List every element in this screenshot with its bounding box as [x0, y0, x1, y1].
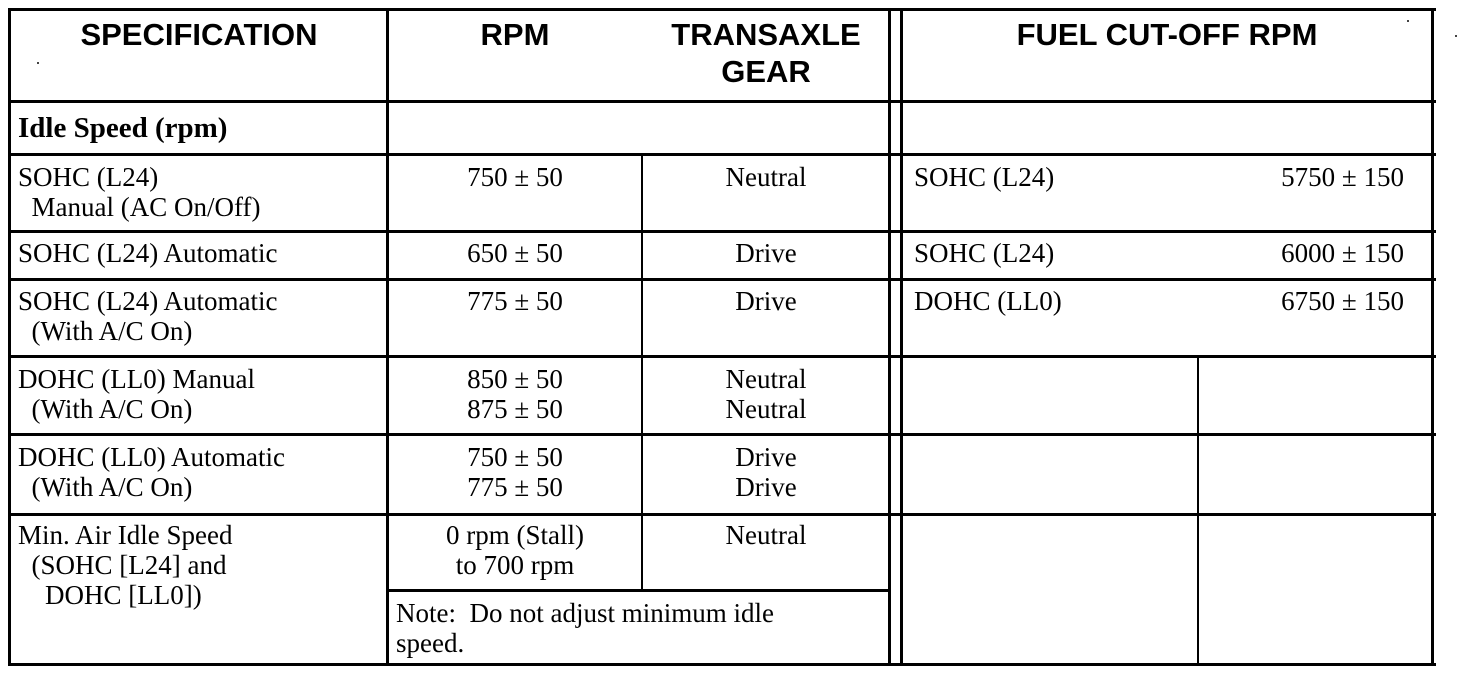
row2-rpm: 650 ± 50	[467, 238, 563, 268]
row4-spec-line2: (With A/C On)	[18, 394, 193, 424]
row1-gear: Neutral	[725, 162, 807, 192]
row4-rpm-line1: 850 ± 50	[467, 364, 563, 394]
row6-spec-line1: Min. Air Idle Speed	[18, 520, 233, 550]
table-top-border	[8, 8, 1436, 11]
row1-spec-line1: SOHC (L24)	[18, 162, 159, 192]
row1-spec-line2: Manual (AC On/Off)	[18, 192, 261, 222]
row3-spec-line1: SOHC (L24) Automatic	[18, 286, 278, 316]
double-divider-left	[888, 8, 891, 666]
row-line-header	[8, 100, 1436, 103]
row6-rpm-line2: to 700 rpm	[455, 550, 575, 580]
scan-speck	[37, 62, 39, 64]
note-line1: Note: Do not adjust minimum idle	[396, 598, 774, 628]
row3-fuel-value: 6750 ± 150	[1281, 286, 1404, 316]
row-line-2	[8, 278, 1436, 281]
header-rpm: RPM	[480, 17, 550, 52]
section-title: Idle Speed (rpm)	[18, 112, 228, 144]
note-line2: speed.	[396, 628, 465, 658]
row-line-3	[8, 355, 1436, 358]
row2-fuel-value: 6000 ± 150	[1281, 238, 1404, 268]
row1-rpm: 750 ± 50	[467, 162, 563, 192]
row2-spec-line1: SOHC (L24) Automatic	[18, 238, 278, 268]
row2-fuel-label: SOHC (L24)	[914, 238, 1055, 268]
row5-gear-line2: Drive	[735, 472, 797, 502]
row5-spec-line1: DOHC (LL0) Automatic	[18, 442, 285, 472]
row3-spec-line2: (With A/C On)	[18, 316, 193, 346]
row4-gear-line2: Neutral	[725, 394, 807, 424]
row1-fuel-value: 5750 ± 150	[1281, 162, 1404, 192]
header-transaxle-line2: GEAR	[721, 54, 811, 89]
row3-fuel-label: DOHC (LL0)	[914, 286, 1062, 316]
row4-rpm-line2: 875 ± 50	[467, 394, 563, 424]
row3-gear: Drive	[735, 286, 797, 316]
header-transaxle-line1: TRANSAXLE	[671, 17, 861, 52]
row6-gear: Neutral	[725, 520, 807, 550]
row3-rpm: 775 ± 50	[467, 286, 563, 316]
row5-rpm-line1: 750 ± 50	[467, 442, 563, 472]
row1-fuel-label: SOHC (L24)	[914, 162, 1055, 192]
table-left-border	[8, 8, 11, 666]
row5-spec-line2: (With A/C On)	[18, 472, 193, 502]
header-specification: SPECIFICATION	[80, 17, 318, 52]
row4-gear-line1: Neutral	[725, 364, 807, 394]
row5-gear-line1: Drive	[735, 442, 797, 472]
row6-rpm-line1: 0 rpm (Stall)	[446, 520, 584, 550]
table-right-border	[1431, 8, 1434, 666]
scan-speck	[1455, 35, 1457, 37]
double-divider-right	[900, 8, 903, 666]
row-line-4	[8, 433, 1436, 436]
row4-spec-line1: DOHC (LL0) Manual	[18, 364, 255, 394]
header-fuel-cutoff: FUEL CUT-OFF RPM	[1016, 17, 1318, 52]
row-line-section	[8, 153, 1436, 156]
row2-gear: Drive	[735, 238, 797, 268]
table-bottom-border	[8, 663, 1436, 666]
row6-spec-line3: DOHC [LL0])	[18, 580, 202, 610]
row5-rpm-line2: 775 ± 50	[467, 472, 563, 502]
row-line-5	[8, 513, 1436, 516]
note-separator	[386, 589, 891, 592]
fuel-empty-divider	[1197, 356, 1199, 666]
row-line-1	[8, 230, 1436, 233]
row6-spec-line2: (SOHC [L24] and	[18, 550, 227, 580]
